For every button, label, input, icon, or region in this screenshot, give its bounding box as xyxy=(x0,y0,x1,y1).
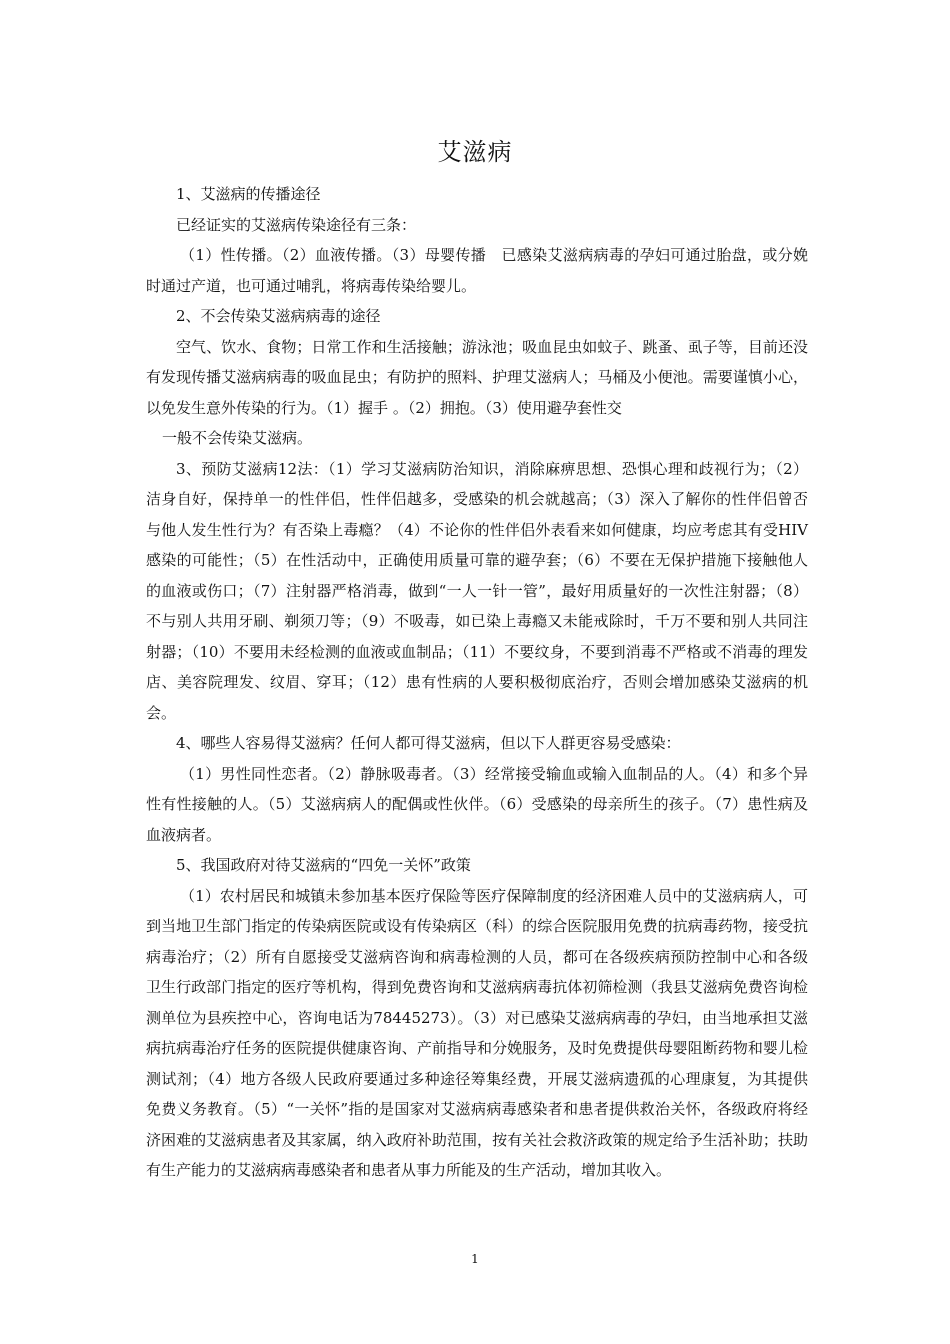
paragraph-prevention-methods: 3、预防艾滋病12法：（1）学习艾滋病防治知识，消除麻痹思想、恐惧心理和歧视行为；（2）洁身自好，保持单一的性伴侣，性伴侣越多，受感染的机会就越高；（3）深入了解你的性伴侣曾否与他人发生性行为？有否染上毒瘾？（4）不论你的性伴侣外表看来如何健康，均应考虑其有受HIV感染的可能性；（5）在性活动中，正确使用质量可靠的避孕套；（6）不要在无保护措施下接触他人的血液或伤口；（7）注射器严格消毒，做到“一人一针一管”，最好用质量好的一次性注射器；（8）不与别人共用牙刷、剃须刀等；（9）不吸毒，如已染上毒瘾又未能戒除时，千万不要和别人共同注射器；（10）不要用未经检测的血液或血制品；（11）不要纹身，不要到消毒不严格或不消毒的理发店、美容院理发、纹眉、穿耳；（12）患有性病的人要积极彻底治疗，否则会增加感染艾滋病的机会。 xyxy=(146,459,808,722)
section-heading-at-risk: 4、哪些人容易得艾滋病？任何人都可得艾滋病，但以下人群更容易受感染： xyxy=(176,734,681,752)
section-heading-transmission: 1、艾滋病的传播途径 xyxy=(176,185,321,203)
section-heading-policy: 5、我国政府对待艾滋病的“四免一关怀”政策 xyxy=(176,856,471,874)
paragraph-confirmed-routes: 已经证实的艾滋病传染途径有三条： xyxy=(176,215,417,234)
paragraph-non-transmission-continued: 一般不会传染艾滋病。 xyxy=(162,429,313,447)
paragraph-at-risk-groups: （1）男性同性恋者。（2）静脉吸毒者。（3）经常接受输血或输入血制品的人。（4）和多个异性有性接触的人。（5）艾滋病病人的配偶或性伙伴。（6）受感染的母亲所生的孩子。（7）患性病及血液病者。 xyxy=(146,764,808,844)
section-heading-non-transmission: 2、不会传染艾滋病病毒的途径 xyxy=(176,307,381,325)
document-body xyxy=(146,179,808,1186)
paragraph-transmission-types: （1）性传播。（2）血液传播。（3）母婴传播 已感染艾滋病病毒的孕妇可通过胎盘，或分娩时通过产道，也可通过哺乳，将病毒传染给婴儿。 xyxy=(146,246,808,295)
page-number: 1 xyxy=(471,1252,479,1266)
paragraph-policy-details: （1）农村居民和城镇未参加基本医疗保险等医疗保障制度的经济困难人员中的艾滋病病人，可到当地卫生部门指定的传染病医院或设有传染病区（科）的综合医院服用免费的抗病毒药物，接受抗病毒治疗；（2）所有自愿接受艾滋病咨询和病毒检测的人员，都可在各级疾病预防控制中心和各级卫生行政部门指定的医疗等机构，得到免费咨询和艾滋病病毒抗体初筛检测（我县艾滋病免费咨询检测单位为县疾控中心，咨询电话为78445273）。（3）对已感染艾滋病病毒的孕妇，由当地承担艾滋病抗病毒治疗任务的医院提供健康咨询、产前指导和分娩服务，及时免费提供母婴阻断药物和婴儿检测试剂；（4）地方各级人民政府要通过多种途径筹集经费，开展艾滋病遗孤的心理康复，为其提供免费义务教育。（5）“一关怀”指的是国家对艾滋病病毒感染者和患者提供救治关怀，各级政府将经济困难的艾滋病患者及其家属，纳入政府补助范围，按有关社会救济政策的规定给予生活补助；扶助有生产能力的艾滋病病毒感染者和患者从事力所能及的生产活动，增加其收入。 xyxy=(146,886,808,1179)
document-title: 艾滋病 xyxy=(437,138,513,166)
paragraph-non-transmission: 空气、饮水、食物；日常工作和生活接触；游泳池；吸血昆虫如蚊子、跳蚤、虱子等，目前还没有发现传播艾滋病病毒的吸血昆虫；有防护的照料、护理艾滋病人；马桶及小便池。需要谨慎小心，以免发生意外传染的行为。（1）握手 。（2）拥抱。（3）使用避孕套性交 xyxy=(146,337,808,417)
